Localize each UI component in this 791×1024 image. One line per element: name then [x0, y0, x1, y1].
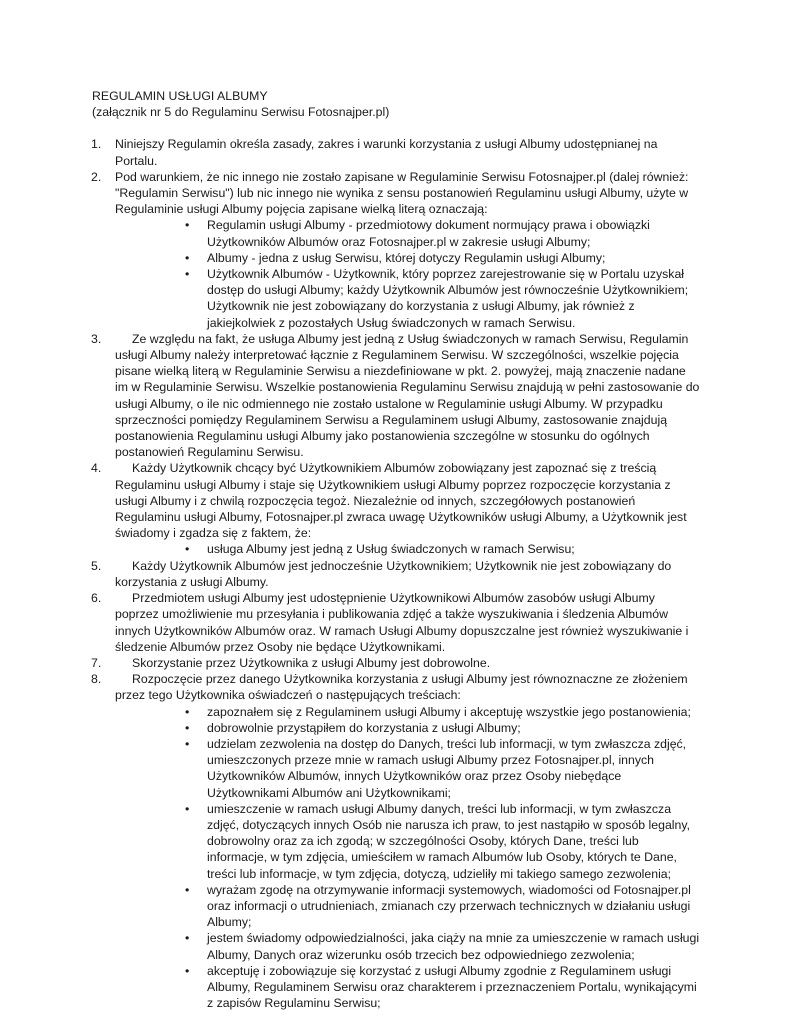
section-item	[92, 136, 702, 168]
document-content	[92, 88, 702, 1011]
section-item	[92, 169, 702, 331]
bullet-item: • akceptuję i zobowiązuje się korzystać z usługi Albumy zgodnie z Regulaminem usługi Albumy, Regulaminem Serwisu oraz charakterem i przeznaczeniem Portalu, wynikającymi z zapisów Regulaminu Serwisu;	[185, 963, 702, 1012]
sections-list	[92, 136, 702, 1011]
section-number: 2.	[91, 169, 102, 184]
document-title: REGULAMIN USŁUGI ALBUMY	[92, 89, 268, 103]
bullet-item: • dobrowolnie przystąpiłem do korzystania z usługi Albumy;	[185, 720, 702, 736]
section-item	[92, 558, 702, 590]
section-text: Przedmiotem usługi Albumy jest udostępnienie Użytkownikowi Albumów zasobów usługi Albumy poprzez umożliwienie mu przesyłania i publikowania zdjęć a także wyszukiwania i śledzenia Albumów innych Użytkowników Albumów oraz. W ramach Usługi Albumy dopuszczalne jest również wyszukiwanie i śledzenie Albumów przez Osoby nie będące Użytkownikami.	[115, 591, 689, 654]
bullet-list	[115, 541, 702, 557]
bullet-item: • Użytkownik Albumów - Użytkownik, który poprzez zarejestrowanie się w Portalu uzyskał dostęp do usługi Albumy; każdy Użytkownik Albumów jest równocześnie Użytkownikiem; Użytkownik nie jest zobowiązany do korzystania z usługi Albumy, jak również z jakiejkolwiek z pozostałych Usług świadczonych w ramach Serwisu.	[185, 266, 702, 331]
section-text: Skorzystanie przez Użytkownika z usługi Albumy jest dobrowolne.	[132, 655, 491, 670]
section-text: Rozpoczęcie przez danego Użytkownika korzystania z usługi Albumy jest równoznaczne ze złożeniem przez tego Użytkownika oświadczeń o następujących treściach:	[115, 672, 688, 703]
section-number: 1.	[91, 137, 102, 152]
section-text: Każdy Użytkownik Albumów jest jednocześnie Użytkownikiem; Użytkownik nie jest zobowiązany do korzystania z usługi Albumy.	[115, 558, 672, 589]
bullet-item: • udzielam zezwolenia na dostęp do Danych, treści lub informacji, w tym zwłaszcza zdjęć, umieszczonych przeze mnie w ramach usługi Albumy przez Fotosnajper.pl, innych Użytkowników Albumów, innych Użytkowników oraz przez Osoby niebędące Użytkownikami Albumów ani Użytkownikami;	[185, 736, 702, 801]
section-text: Każdy Użytkownik chcący być Użytkownikiem Albumów zobowiązany jest zapoznać się z treścią Regulaminu usługi Albumy i staje się Użytkownikiem usługi Albumy poprzez rozpoczęcie korzystania z usługi Albumy i z chwilą rozpoczęcia tegoż. Niezależnie od innych, szczegółowych postanowień Regulaminu usługi Albumy, Fotosnajper.pl zwraca uwagę Użytkowników usługi Albumy, a Użytkownik jest świadomy i zgadza się z faktem, że:	[115, 461, 687, 541]
section-item	[92, 655, 702, 671]
bullet-list	[115, 704, 702, 1012]
section-text: Niniejszy Regulamin określa zasady, zakres i warunki korzystania z usługi Albumy udostępnianej na Portalu.	[115, 137, 658, 168]
section-number: 8.	[91, 672, 102, 687]
bullet-item: • zapoznałem się z Regulaminem usługi Albumy i akceptuję wszystkie jego postanowienia;	[185, 704, 702, 720]
section-item	[92, 671, 702, 1011]
bullet-item: • Regulamin usługi Albumy - przedmiotowy dokument normujący prawa i obowiązki Użytkowników Albumów oraz Fotosnajper.pl w zakresie usługi Albumy;	[185, 217, 702, 249]
bullet-item: • usługa Albumy jest jedną z Usług świadczonych w ramach Serwisu;	[185, 541, 702, 557]
section-text: Pod warunkiem, że nic innego nie zostało zapisane w Regulaminie Serwisu Fotosnajper.pl (dalej również: "Regulamin Serwisu") lub nic innego nie wynika z sensu postanowień Regulaminu usługi Albumy, użyte w Regulaminie usługi Albumy pojęcia zapisane wielką literą oznaczają:	[115, 169, 689, 217]
section-number: 3.	[91, 331, 102, 346]
section-number: 6.	[91, 591, 102, 606]
section-number: 7.	[91, 655, 102, 670]
bullet-list	[115, 217, 702, 330]
document-subtitle: (załącznik nr 5 do Regulaminu Serwisu Fotosnajper.pl)	[92, 105, 390, 120]
bullet-item: • jestem świadomy odpowiedzialności, jaka ciąży na mnie za umieszczenie w ramach usługi Albumy, Danych oraz wizerunku osób trzecich bez odpowiedniego zezwolenia;	[185, 930, 702, 962]
section-item	[92, 460, 702, 557]
bullet-item: • umieszczenie w ramach usługi Albumy danych, treści lub informacji, w tym zwłaszcza zdjęć, dotyczących innych Osób nie narusza ich praw, to jest nastąpiło w sposób legalny, dobrowolny oraz za ich zgodą; w szczególności Osoby, których Dane, treści lub informacje, w tym zdjęcia, umieściłem w ramach Albumów lub Osoby, których te Dane, treści lub informacje, w tym zdjęcia, dotyczą, udzieliły mi takiego samego zezwolenia;	[185, 801, 702, 882]
section-number: 4.	[91, 461, 102, 476]
section-item	[92, 590, 702, 655]
bullet-item: • Albumy - jedna z usług Serwisu, której dotyczy Regulamin usługi Albumy;	[185, 250, 702, 266]
section-item	[92, 331, 702, 461]
section-text: Ze względu na fakt, że usługa Albumy jest jedną z Usług świadczonych w ramach Serwisu, Regulamin usługi Albumy należy interpretować łącznie z Regulaminem Serwisu. W szczególności, wszelkie pojęcia pisane wielką literą w Regulaminie Serwisu a niezdefiniowane w pkt. 2. powyżej, mają znaczenie nadane im w Regulaminie Serwisu. Wszelkie postanowienia Regulaminu Serwisu znajdują w pełni zastosowanie do usługi Albumy, o ile nic odmiennego nie zostało ustalone w Regulaminie usługi Albumy. W przypadku sprzeczności pomiędzy Regulaminem Serwisu a Regulaminem usługi Albumy, zastosowanie znajdują postanowienia Regulaminu usługi Albumy jako postanowienia szczególne w stosunku do ogólnych postanowień Regulaminu Serwisu.	[115, 331, 700, 460]
section-number: 5.	[91, 558, 102, 573]
bullet-item: • wyrażam zgodę na otrzymywanie informacji systemowych, wiadomości od Fotosnajper.pl oraz informacji o utrudnieniach, zmianach czy przerwach technicznych w działaniu usługi Albumy;	[185, 882, 702, 931]
